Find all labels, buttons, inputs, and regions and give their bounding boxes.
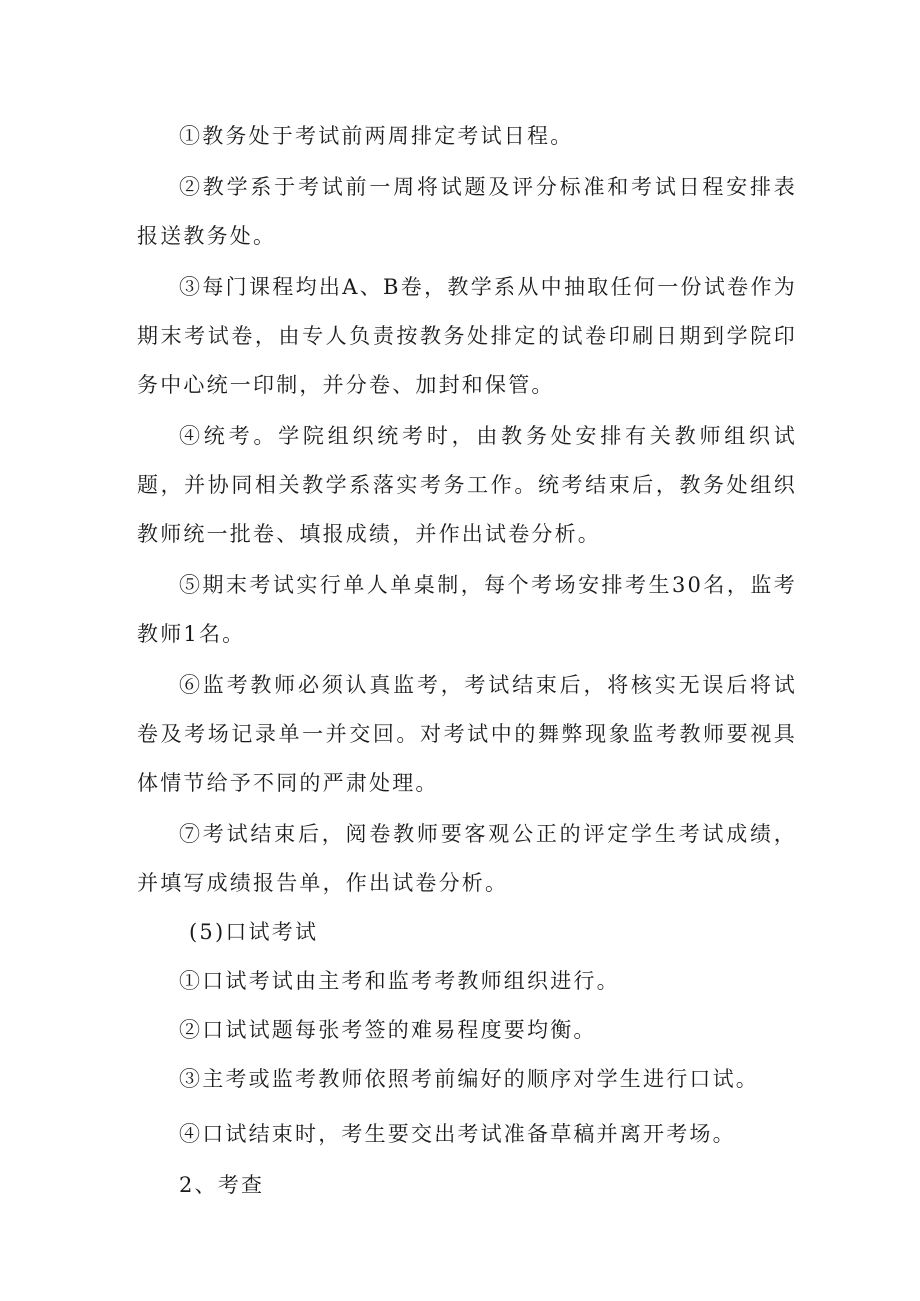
paragraph-3: ③每门课程均出A、B卷，教学系从中抽取任何一份试卷作为期末考试卷，由专人负责按教务处排定的试卷印刷日期到学院印务中心统一印制，并分卷、加封和保管。: [137, 275, 797, 397]
oral-exam-heading: (5)口试考试: [189, 920, 319, 944]
oral-item-2: ②口试试题每张考签的难易程度要均衡。: [179, 1018, 597, 1042]
paragraph-6: ⑥监考教师必须认真监考，考试结束后，将核实无误后将试卷及考场记录单一并交回。对考试中的舞弊现象监考教师要视具体情节给予不同的严肃处理。: [137, 673, 797, 795]
paragraph-5: ⑤期末考试实行单人单桌制，每个考场安排考生30名，监考教师1名。: [137, 573, 797, 646]
paragraph-7: ⑦考试结束后，阅卷教师要客观公正的评定学生考试成绩，并填写成绩报告单，作出试卷分析。: [137, 822, 797, 895]
document-body: [137, 112, 797, 1210]
paragraph-2: ②教学系于考试前一周将试题及评分标准和考试日程安排表报送教务处。: [137, 175, 797, 248]
section-heading-inspection: 2、考查: [179, 1173, 265, 1197]
paragraph-4: ④统考。学院组织统考时，由教务处安排有关教师组织试题，并协同相关教学系落实考务工作。统考结束后，教务处组织教师统一批卷、填报成绩，并作出试卷分析。: [137, 424, 797, 546]
paragraph-1: ①教务处于考试前两周排定考试日程。: [179, 124, 574, 148]
oral-item-3: ③主考或监考教师依照考前编好的顺序对学生进行口试。: [179, 1067, 759, 1091]
oral-item-4: ④口试结束时，考生要交出考试准备草稿并离开考场。: [179, 1122, 736, 1146]
oral-item-1: ①口试考试由主考和监考考教师组织进行。: [179, 969, 620, 993]
